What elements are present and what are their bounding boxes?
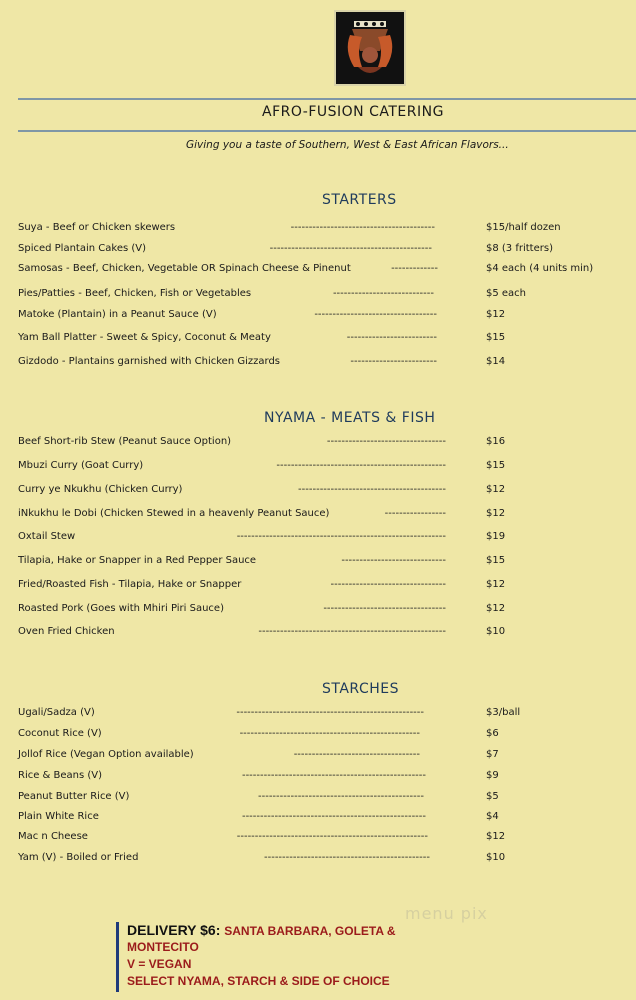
- leader-dashes: -----------------------------------: [293, 749, 420, 760]
- leader-dashes: -----------------------------: [341, 555, 446, 566]
- menu-item-price: $12: [486, 508, 506, 519]
- menu-item-name: Matoke (Plantain) in a Peanut Sauce (V): [18, 309, 217, 320]
- leader-dashes: ----------------------------------------------------: [236, 707, 424, 718]
- delivery-label: DELIVERY $6:: [127, 922, 221, 938]
- leader-dashes: ----------------------------------: [323, 603, 446, 614]
- menu-item-name: iNkukhu le Dobi (Chicken Stewed in a heavenly Peanut Sauce): [18, 508, 330, 519]
- leader-dashes: --------------------------------: [330, 579, 446, 590]
- menu-item-price: $15: [486, 555, 506, 566]
- menu-item-price: $5 each: [486, 288, 527, 299]
- leader-dashes: ----------------------------------------------------------: [236, 531, 446, 542]
- top-divider: [18, 98, 636, 100]
- menu-item-name: Spiced Plantain Cakes (V): [18, 243, 146, 254]
- leader-dashes: ------------------------: [350, 356, 437, 367]
- menu-item-price: $5: [486, 791, 499, 802]
- menu-item-name: Beef Short-rib Stew (Peanut Sauce Option): [18, 436, 232, 447]
- business-title: AFRO-FUSION CATERING: [262, 104, 444, 120]
- menu-item-price: $4 each (4 units min): [486, 263, 594, 274]
- menu-item-name: Oxtail Stew: [18, 531, 76, 542]
- menu-item-price: $12: [486, 484, 506, 495]
- delivery-line: [127, 922, 436, 954]
- menu-item-name: Ugali/Sadza (V): [18, 707, 95, 718]
- menu-item-name: Mbuzi Curry (Goat Curry): [18, 460, 144, 471]
- leader-dashes: ---------------------------------------------------: [241, 770, 426, 781]
- menu-item-price: $3/ball: [486, 707, 521, 718]
- menu-item-name: Jollof Rice (Vegan Option available): [18, 749, 194, 760]
- select-note: SELECT NYAMA, STARCH & SIDE OF CHOICE: [127, 974, 390, 988]
- african-woman-logo-icon: [340, 17, 400, 79]
- menu-item-price: $10: [486, 626, 506, 637]
- menu-item-name: Oven Fried Chicken: [18, 626, 115, 637]
- menu-item-price: $7: [486, 749, 499, 760]
- menu-item-price: $15: [486, 332, 506, 343]
- menu-item-name: Tilapia, Hake or Snapper in a Red Pepper Sauce: [18, 555, 257, 566]
- menu-item-name: Coconut Rice (V): [18, 728, 102, 739]
- menu-item: [18, 831, 618, 847]
- menu-item-name: Yam Ball Platter - Sweet & Spicy, Coconut & Meaty: [18, 332, 271, 343]
- menu-item-price: $12: [486, 309, 506, 320]
- menu-item-price: $4: [486, 811, 499, 822]
- section-title-starches: STARCHES: [322, 681, 399, 697]
- leader-dashes: -----------------------------------------------: [276, 460, 446, 471]
- leader-dashes: -----------------: [384, 508, 446, 519]
- menu-item-name: Plain White Rice: [18, 811, 99, 822]
- menu-item: [18, 263, 618, 279]
- menu-item-name: Mac n Cheese: [18, 831, 88, 842]
- menu-item: [18, 508, 618, 524]
- menu-item: [18, 707, 618, 723]
- menu-item: [18, 728, 618, 744]
- leader-dashes: -----------------------------------------: [298, 484, 446, 495]
- menu-item: [18, 484, 618, 500]
- menu-item: [18, 749, 618, 765]
- leader-dashes: ----------------------------: [332, 288, 434, 299]
- leader-dashes: ----------------------------------------------: [264, 852, 430, 863]
- menu-item: [18, 356, 618, 372]
- leader-dashes: ----------------------------------------: [290, 222, 435, 233]
- menu-item-name: Curry ye Nkukhu (Chicken Curry): [18, 484, 183, 495]
- menu-item-price: $12: [486, 603, 506, 614]
- menu-item-price: $12: [486, 579, 506, 590]
- menu-item-price: $9: [486, 770, 499, 781]
- menu-item-price: $6: [486, 728, 499, 739]
- leader-dashes: --------------------------------------------------: [239, 728, 420, 739]
- menu-item-name: Gizdodo - Plantains garnished with Chicken Gizzards: [18, 356, 280, 367]
- menu-item: [18, 243, 618, 259]
- tagline: Giving you a taste of Southern, West & East African Flavors...: [186, 139, 509, 151]
- section-title-nyama: NYAMA - MEATS & FISH: [264, 410, 436, 426]
- menu-item-name: Samosas - Beef, Chicken, Vegetable OR Spinach Cheese & Pinenut: [18, 263, 351, 274]
- menu-item-price: $15/half dozen: [486, 222, 561, 233]
- menu-item: [18, 791, 618, 807]
- menu-item: [18, 811, 618, 827]
- menu-item-price: $8 (3 fritters): [486, 243, 553, 254]
- menu-item: [18, 770, 618, 786]
- menu-item: [18, 531, 618, 547]
- footer-notes: [116, 922, 436, 992]
- menu-item: [18, 460, 618, 476]
- menu-item: [18, 555, 618, 571]
- menu-item: [18, 309, 618, 325]
- menu-item-name: Roasted Pork (Goes with Mhiri Piri Sauce): [18, 603, 224, 614]
- menu-item: [18, 852, 618, 868]
- menu-item-name: Peanut Butter Rice (V): [18, 791, 130, 802]
- menu-item: [18, 603, 618, 619]
- logo: [334, 10, 406, 86]
- menu-item: [18, 288, 618, 304]
- menu-item-price: $15: [486, 460, 506, 471]
- leader-dashes: ---------------------------------------------------: [241, 811, 426, 822]
- menu-item: [18, 626, 618, 642]
- menu-item-price: $10: [486, 852, 506, 863]
- section-title-starters: STARTERS: [322, 192, 397, 208]
- title-divider: [18, 130, 636, 132]
- menu-item: [18, 436, 618, 452]
- menu-item: [18, 579, 618, 595]
- leader-dashes: ----------------------------------: [314, 309, 437, 320]
- menu-item-name: Suya - Beef or Chicken skewers: [18, 222, 176, 233]
- menu-item-price: $12: [486, 831, 506, 842]
- leader-dashes: ---------------------------------------------: [269, 243, 432, 254]
- delivery-areas: SANTA BARBARA, GOLETA & MONTECITO: [127, 924, 396, 954]
- menu-item: [18, 332, 618, 348]
- leader-dashes: -------------: [391, 263, 438, 274]
- leader-dashes: ---------------------------------: [326, 436, 446, 447]
- vegan-note: V = VEGAN: [127, 957, 192, 971]
- menu-item-name: Rice & Beans (V): [18, 770, 103, 781]
- menu-item-name: Pies/Patties - Beef, Chicken, Fish or Vegetables: [18, 288, 252, 299]
- menu-item-price: $16: [486, 436, 506, 447]
- menu-item-name: Fried/Roasted Fish - Tilapia, Hake or Snapper: [18, 579, 242, 590]
- leader-dashes: ----------------------------------------------: [258, 791, 424, 802]
- menu-item-price: $14: [486, 356, 506, 367]
- leader-dashes: -----------------------------------------------------: [236, 831, 428, 842]
- menu-item-price: $19: [486, 531, 506, 542]
- leader-dashes: -------------------------: [346, 332, 437, 343]
- leader-dashes: ----------------------------------------------------: [258, 626, 446, 637]
- menu-item: [18, 222, 618, 238]
- menu-item-name: Yam (V) - Boiled or Fried: [18, 852, 139, 863]
- watermark: menu pix: [405, 904, 488, 923]
